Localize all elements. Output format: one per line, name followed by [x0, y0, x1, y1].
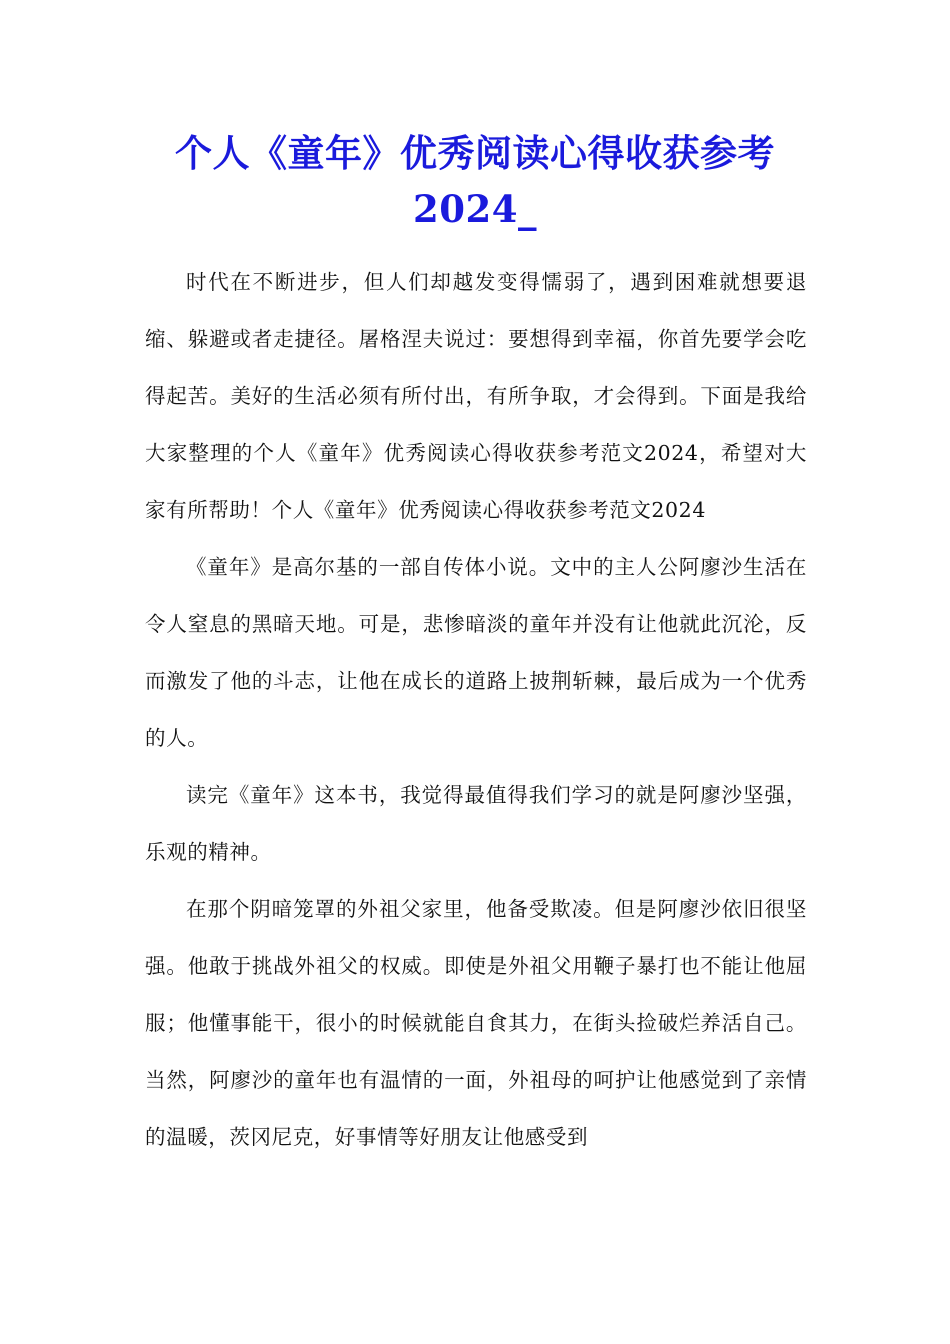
paragraph-book-summary: 《童年》是高尔基的一部自传体小说。文中的主人公阿廖沙生活在令人窒息的黑暗天地。可是，悲惨暗淡的童年并没有让他就此沉沦，反而激发了他的斗志，让他在成长的道路上披荆斩棘，最后成为一个优秀的人。: [145, 555, 807, 750]
paragraph-hardship: 在那个阴暗笼罩的外祖父家里，他备受欺凌。但是阿廖沙依旧很坚强。他敢于挑战外祖父的权威。即使是外祖父用鞭子暴打也不能让他屈服；他懂事能干，很小的时候就能自食其力，在街头捡破烂养活自己。当然，阿廖沙的童年也有温情的一面，外祖母的呵护让他感觉到了亲情的温暖，茨冈尼克，好事情等好朋友让他感受到: [145, 897, 807, 1149]
document-title: 个人《童年》优秀阅读心得收获参考2024_: [175, 131, 775, 231]
paragraph-intro: 时代在不断进步，但人们却越发变得懦弱了，遇到困难就想要退缩、躲避或者走捷径。屠格涅夫说过：要想得到幸福，你首先要学会吃得起苦。美好的生活必须有所付出，有所争取，才会得到。下面是我给大家整理的个人《童年》优秀阅读心得收获参考范文2024，希望对大家有所帮助！个人《童年》优秀阅读心得收获参考范文2024: [145, 270, 807, 522]
document-body: [145, 254, 807, 1166]
paragraph-lesson: 读完《童年》这本书，我觉得最值得我们学习的就是阿廖沙坚强，乐观的精神。: [145, 783, 807, 864]
